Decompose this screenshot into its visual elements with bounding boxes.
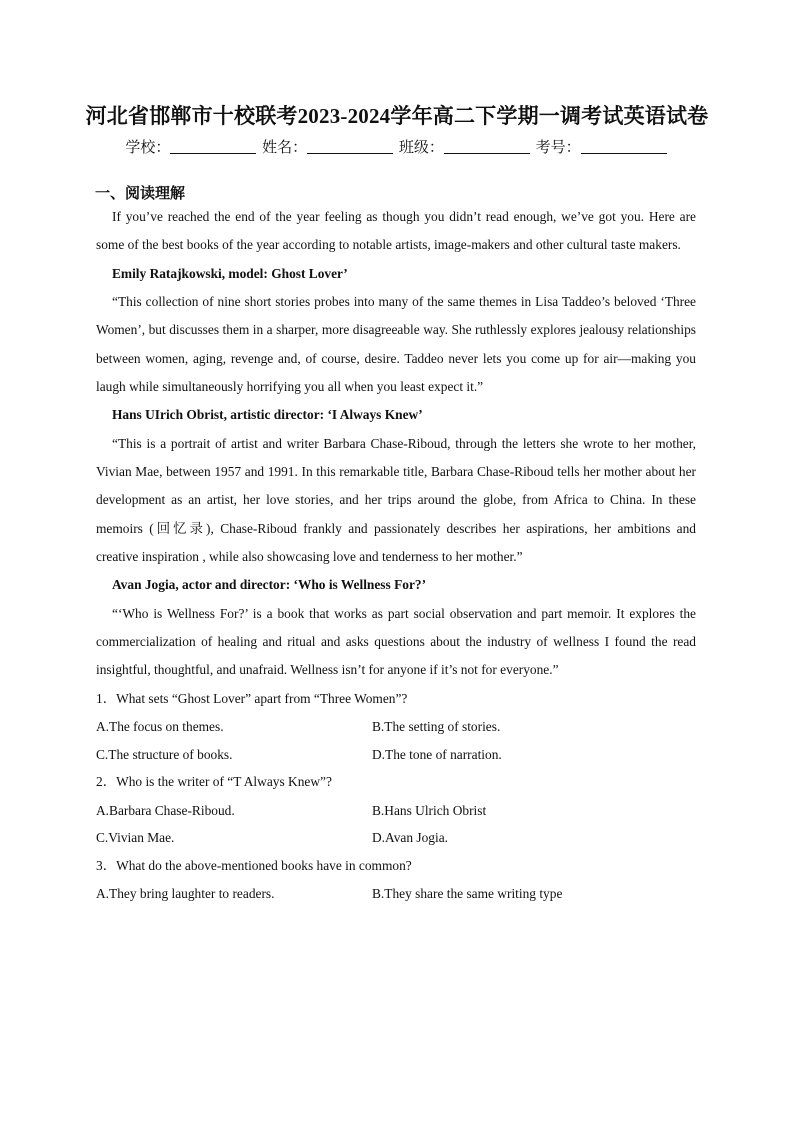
entry-text-3: “‘Who is Wellness For?’ is a book that works as part social observation and part memoir. It explores the commercialization of healing and ritual and asks questions about the industry of wellness I found the read insightful, thoughtful, and unafraid. Wellness isn’t for anyone if it’s not for everyone.” <box>96 605 696 678</box>
question-2-stem: 2．Who is the writer of “T Always Knew”? <box>96 774 332 790</box>
student-info-line <box>0 136 794 157</box>
class-label: 班级： <box>398 140 444 156</box>
exam-number-label: 考号： <box>535 140 581 156</box>
school-label: 学校： <box>125 140 171 156</box>
exam-title: 河北省邯郸市十校联考2023-2024学年高二下学期一调考试英语试卷 <box>85 104 709 128</box>
entry-text-2: “This is a portrait of artist and writer Barbara Chase-Riboud, through the letters she wrote to her mother, Vivian Mae, between 1957 and 1991. In this remarkable title, Barbara Chase-Riboud tells her mother about her development as an artist, her love stories, and her trips around the globe, from Africa to China. In these memoirs (回忆录), Chase-Riboud frankly and passionately describes her aspirations, her ambitions and creative inspiration , while also showcasing love and tenderness to her mother.” <box>96 435 696 564</box>
question-2-options-row-1 <box>96 797 696 825</box>
question-1-stem: 1．What sets “Ghost Lover” apart from “Three Women”? <box>96 690 408 706</box>
question-3-option-a: A.They bring laughter to readers. <box>96 886 275 902</box>
class-blank <box>444 139 530 154</box>
name-blank <box>307 139 393 154</box>
entry-heading-1: Emily Ratajkowski, model: Ghost Lover’ <box>112 265 348 281</box>
reading-content <box>96 203 696 908</box>
school-blank <box>170 139 256 154</box>
question-3-option-b: B.They share the same writing type <box>372 886 563 902</box>
question-2-option-c: C.Vivian Mae. <box>96 830 175 846</box>
question-2-option-a: A.Barbara Chase-Riboud. <box>96 802 235 818</box>
question-1-option-c: C.The structure of books. <box>96 746 233 762</box>
question-1-options-row-2 <box>96 741 696 769</box>
question-2-option-d: D.Avan Jogia. <box>372 830 448 846</box>
question-1-option-d: D.The tone of narration. <box>372 746 502 762</box>
section-title: 一、阅读理解 <box>95 186 186 202</box>
passage-intro: If you’ve reached the end of the year feeling as though you didn’t read enough, we’ve got you. Here are some of the best books of the year according to notable artists, image-makers and other cultural taste makers. <box>96 209 696 253</box>
question-3-options-row-1 <box>96 880 696 908</box>
entry-heading-2: Hans UIrich Obrist, artistic director: ‘I Always Knew’ <box>112 407 423 423</box>
entry-text-1: “This collection of nine short stories probes into many of the same themes in Lisa Taddeo’s beloved ‘Three Women’, but discusses them in a sharper, more disagreeable way. She ruthlessly explores jealousy relationships between women, aging, revenge and, of course, desire. Taddeo never lets you come up for air—making you laugh while simultaneously horrifying you all when you least expect it.” <box>96 294 696 394</box>
question-2-options-row-2 <box>96 824 696 852</box>
question-2-option-b: B.Hans Ulrich Obrist <box>372 802 487 818</box>
name-label: 姓名： <box>262 140 308 156</box>
exam-number-blank <box>581 139 667 154</box>
question-3-stem: 3．What do the above-mentioned books have in common? <box>96 857 412 873</box>
question-1-option-a: A.The focus on themes. <box>96 719 224 735</box>
question-1-option-b: B.The setting of stories. <box>372 719 501 735</box>
entry-heading-3: Avan Jogia, actor and director: ‘Who is Wellness For?’ <box>112 577 427 593</box>
question-1-options-row-1 <box>96 713 696 741</box>
